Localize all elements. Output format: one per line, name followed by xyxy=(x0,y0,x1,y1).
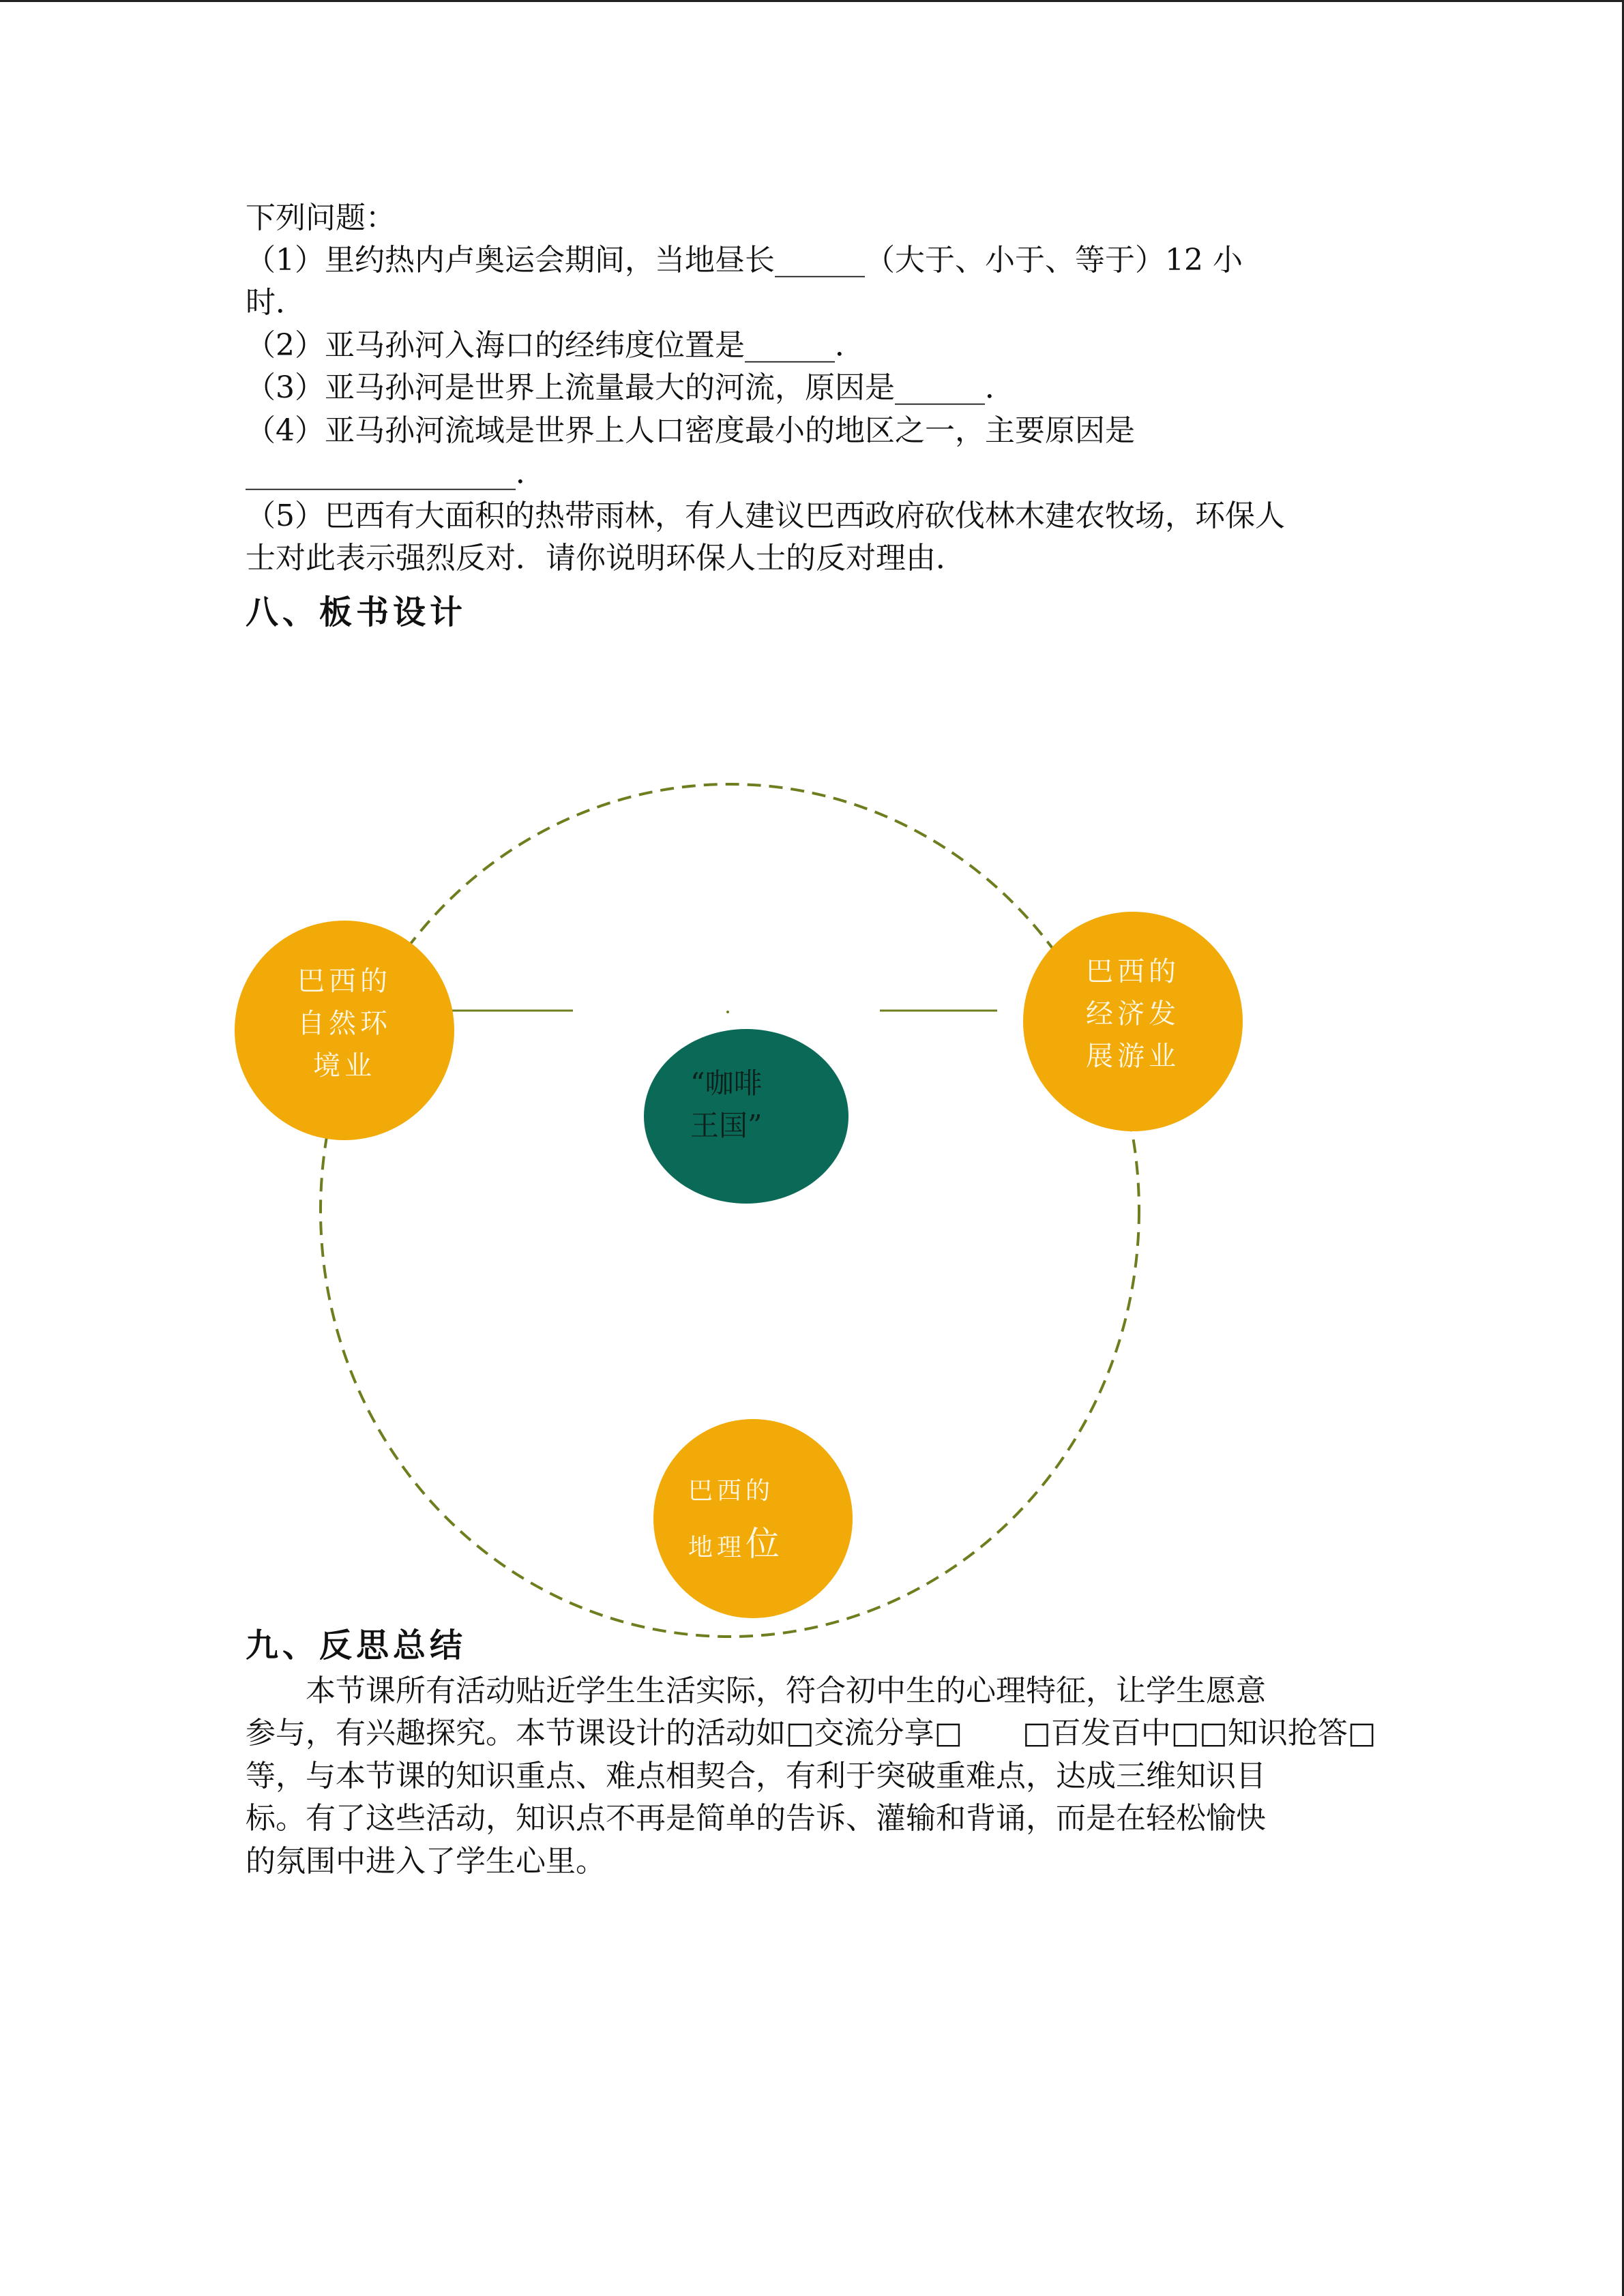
question-4-line-1: （4）亚马孙河流域是世界上人口密度最小的地区之一，主要原因是 xyxy=(246,413,1135,448)
reflection-line-5: 的氛围中进入了学生心里。 xyxy=(246,1844,606,1879)
question-2: （2）亚马孙河入海口的经纬度位置是______． xyxy=(246,328,865,363)
reflection-line-3: 等，与本节课的知识重点、难点相契合，有利于突破重难点，达成三维知识目 xyxy=(246,1759,1266,1793)
question-1-line-1: （1）里约热内卢奥运会期间，当地昼长______（大于、小于、等于）12 小 xyxy=(246,243,1243,278)
question-4-line-2: __________________． xyxy=(246,456,546,490)
question-3: （3）亚马孙河是世界上流量最大的河流，原因是______． xyxy=(246,370,1015,405)
center-label: “咖啡 王国” xyxy=(690,1067,763,1142)
bottom-circle-label: 巴西的 地理位 xyxy=(688,1477,784,1564)
question-5-line-2: 士对此表示强烈反对．请你说明环保人士的反对理由． xyxy=(246,541,966,576)
question-5-line-1: （5）巴西有大面积的热带雨林，有人建议巴西政府砍伐林木建农牧场，环保人 xyxy=(246,498,1285,533)
questions-intro: 下列问题： xyxy=(246,200,396,235)
reflection-line-2: 参与，有兴趣探究。本节课设计的活动如□交流分享□ □百发百中□□知识抢答□ xyxy=(246,1716,1376,1750)
left-circle-label: 巴西的 自然环 境业 xyxy=(297,966,392,1082)
reflection-line-1: 本节课所有活动贴近学生生活实际，符合初中生的心理特征，让学生愿意 xyxy=(246,1673,1266,1708)
small-dot xyxy=(726,1011,729,1013)
right-circle-label: 巴西的 经济发 展游业 xyxy=(1086,956,1180,1072)
reflection-line-4: 标。有了这些活动，知识点不再是简单的告诉、灌输和背诵，而是在轻松愉快 xyxy=(246,1801,1266,1836)
question-1-line-2: 时． xyxy=(246,285,306,320)
section-9-heading: 九、反思总结 xyxy=(246,1626,467,1665)
section-8-heading: 八、板书设计 xyxy=(246,593,467,631)
